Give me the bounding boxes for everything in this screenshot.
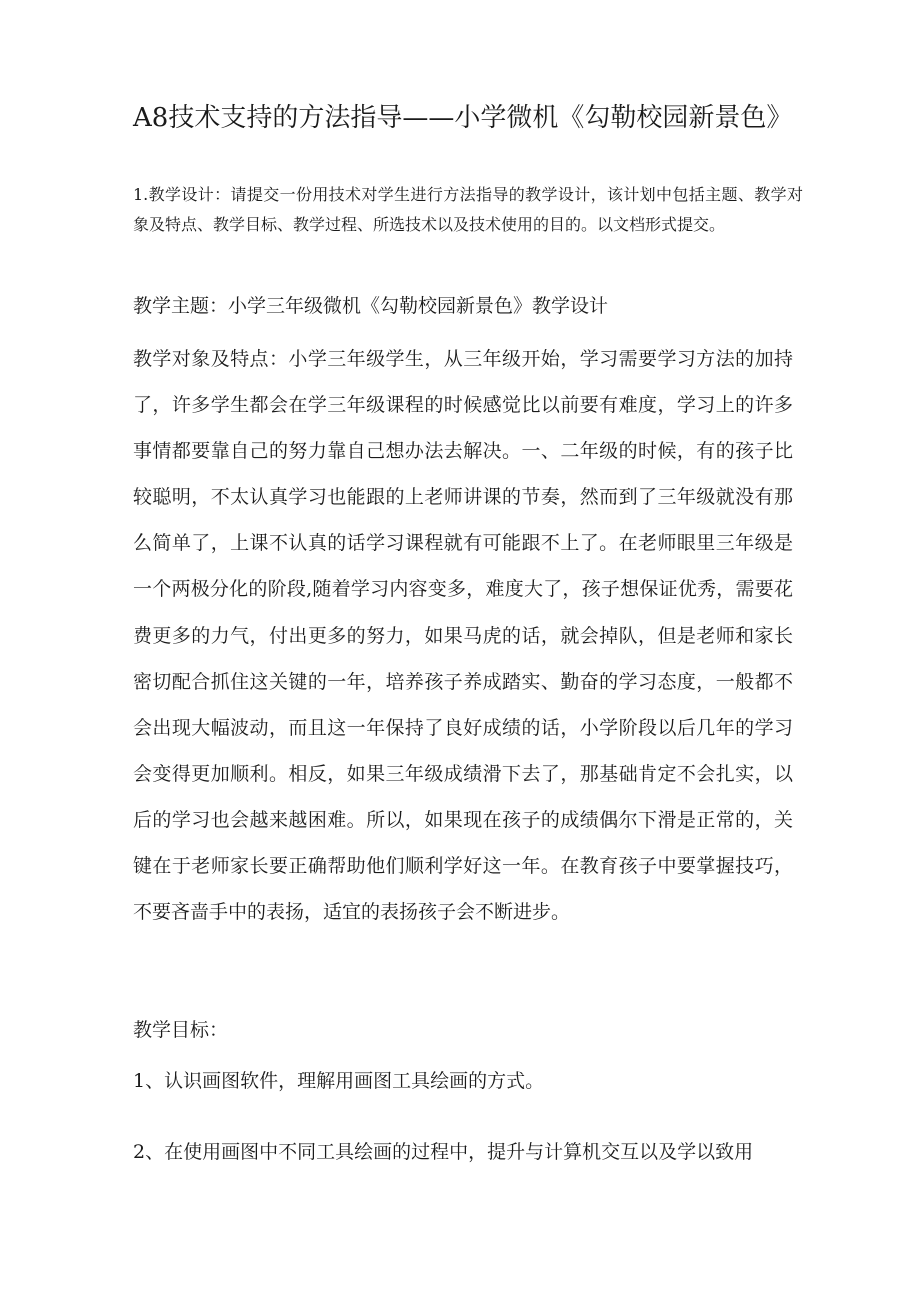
teaching-goal-item: 2、在使用画图中不同工具绘画的过程中，提升与计算机交互以及学以致用 — [133, 1141, 754, 1163]
assignment-instruction: 1.教学设计：请提交一份用技术对学生进行方法指导的教学设计，该计划中包括主题、教学对象及特点、教学目标、教学过程、所选技术以及技术使用的目的。以文档形式提交。 — [133, 185, 803, 234]
teaching-goal-item: 1、认识画图软件，理解用画图工具绘画的方式。 — [133, 1070, 545, 1092]
teaching-goals-heading: 教学目标： — [133, 1019, 229, 1041]
teaching-topic: 教学主题：小学三年级微机《勾勒校园新景色》教学设计 — [133, 295, 609, 317]
document-title: A8技术支持的方法指导——小学微机《勾勒校园新景色》 — [133, 103, 793, 133]
teaching-audience-paragraph: 教学对象及特点：小学三年级学生，从三年级开始，学习需要学习方法的加持了，许多学生都会在学三年级课程的时候感觉比以前要有难度，学习上的许多事情都要靠自己的努力靠自己想办法去解决。一、二年级的时候，有的孩子比较聪明，不太认真学习也能跟的上老师讲课的节奏，然而到了三年级就没有那么简单了，上课不认真的话学习课程就有可能跟不上了。在老师眼里三年级是一个两极分化的阶段,随着学习内容变多，难度大了，孩子想保证优秀，需要花费更多的力气，付出更多的努力，如果马虎的话，就会掉队，但是老师和家长密切配合抓住这关键的一年，培养孩子养成踏实、勤奋的学习态度，一般都不会出现大幅波动，而且这一年保持了良好成绩的话，小学阶段以后几年的学习会变得更加顺利。相反，如果三年级成绩滑下去了，那基础肯定不会扎实，以后的学习也会越来越困难。所以，如果现在孩子的成绩偶尔下滑是正常的，关键在于老师家长要正确帮助他们顺利学好这一年。在教育孩子中要掌握技巧，不要吝啬手中的表扬，适宜的表扬孩子会不断进步。 — [133, 348, 793, 924]
